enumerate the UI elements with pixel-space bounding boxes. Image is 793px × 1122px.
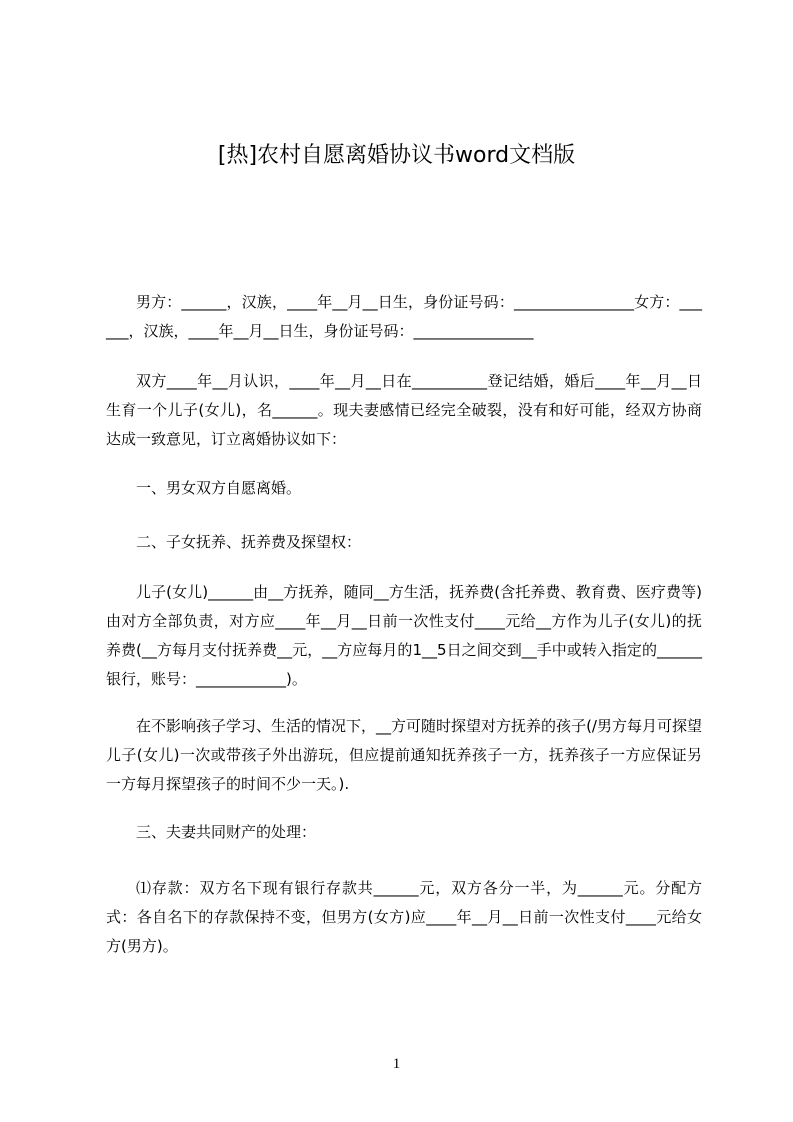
clause-one-heading: 一、男女双方自愿离婚。 xyxy=(136,479,302,497)
visitation-paragraph: 在不影响孩子学习、生活的情况下，__方可随时探望对方抚养的孩子(/男方每月可探望儿子(女儿)一次或带孩子外出游玩，但应提前通知抚养孩子一方，抚养孩子一方应保证另一方每月探望孩子的时间不少一天。). xyxy=(106,717,702,793)
deposit-paragraph: ⑴存款：双方名下现有银行存款共______元，双方各分一半，为______元。分配方式：各自名下的存款保持不变，但男方(女方)应____年__月__日前一次性支付____元给女方(男方)。 xyxy=(106,879,702,955)
party-info-paragraph: 男方：______，汉族，____年__月__日生，身份证号码：________________女方：______，汉族，____年__月__日生，身份证号码：________________ xyxy=(106,293,702,340)
marriage-history-paragraph: 双方____年__月认识，____年__月__日在__________登记结婚，婚后____年__月__日生育一个儿子(女儿)，名______。现夫妻感情已经完全破裂，没有和好可能，经双方协商达成一致意见，订立离婚协议如下： xyxy=(106,372,702,448)
clause-two-heading: 二、子女抚养、抚养费及探望权： xyxy=(136,533,362,551)
child-support-paragraph: 儿子(女儿)______由__方抚养，随同__方生活，抚养费(含托养费、教育费、医疗费等)由对方全部负责，对方应____年__月__日前一次性支付____元给__方作为儿子(女儿)的抚养费(__方每月支付抚养费__元，__方应每月的1__5日之间交到__手中或转入指定的______银行，账号：____________)。 xyxy=(106,583,702,688)
page-number: 1 xyxy=(392,1056,401,1072)
clause-three-heading: 三、夫妻共同财产的处理： xyxy=(136,823,317,841)
document-title: [热]农村自愿离婚协议书word文档版 xyxy=(217,143,576,168)
